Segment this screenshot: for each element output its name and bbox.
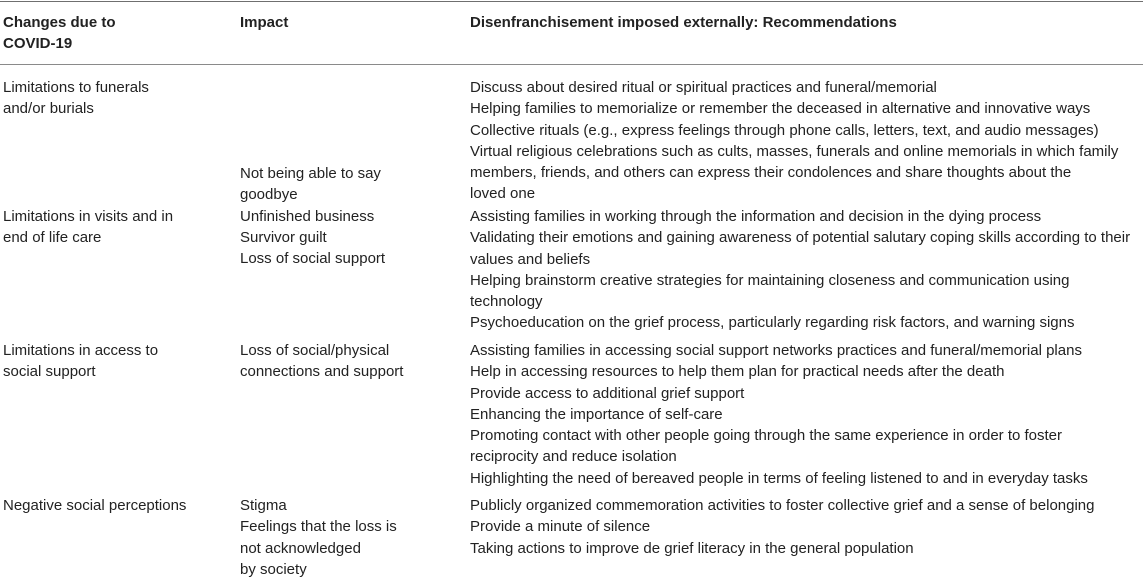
recommendation-line: technology [470,293,543,311]
impact-line: Stigma [240,497,287,514]
impact-line: Survivor guilt [240,228,327,246]
row-4-recommendations [470,495,1142,559]
header-recommendations: Disenfranchisement imposed externally: Recommendations [470,14,897,31]
table-top-rule [0,1,1143,2]
row-3-change-line: social support [3,363,96,381]
row-1-change-line: and/or burials [3,100,94,118]
recommendation-line: Enhancing the importance of self-care [470,405,723,423]
recommendation-line: Assisting families in working through the information and decision in the dying process [470,208,1042,225]
recommendation-line: members, friends, and others can express their condolences and share thoughts about the [470,164,1072,182]
row-2-change-line: Limitations in visits and in [3,208,174,225]
recommendation-line: Validating their emotions and gaining awareness of potential salutary coping skills according to their [470,229,1131,247]
impact-line: not acknowledged [240,539,361,557]
header-rule [0,64,1143,65]
recommendation-line: Helping families to memorialize or remember the deceased in alternative and innovative ways [470,100,1091,118]
row-3-change-line: Limitations in access to [3,342,159,359]
recommendation-line: Helping brainstorm creative strategies for maintaining closeness and communication using [470,271,1070,289]
impact-line: Loss of social support [240,250,386,268]
recommendation-line: Assisting families in accessing social support networks practices and funeral/memorial plans [470,342,1082,359]
recommendation-line: values and beliefs [470,250,591,268]
recommendation-line: loved one [470,185,536,203]
impact-line: Feelings that the loss is [240,518,397,536]
recommendation-line: Publicly organized commemoration activities to foster collective grief and a sense of belonging [470,497,1095,514]
impact-line: goodbye [240,186,298,204]
recommendation-line: Discuss about desired ritual or spiritual practices and funeral/memorial [470,79,937,96]
row-2-recommendations [470,206,1142,334]
row-3-impact [240,340,455,383]
row-1-recommendations [470,77,1142,205]
row-1-change [3,77,228,120]
recommendation-line: Collective rituals (e.g., express feelings through phone calls, letters, text, and audio messages) [470,121,1099,139]
impact-line: by society [240,560,307,578]
row-4-impact [240,495,455,580]
header-changes [3,12,223,54]
row-4-change-line: Negative social perceptions [3,497,187,514]
row-3-change [3,340,228,383]
recommendation-line: Psychoeducation on the grief process, particularly regarding risk factors, and warning signs [470,314,1075,332]
recommendation-line: Help in accessing resources to help them plan for practical needs after the death [470,363,1005,381]
recommendation-line: Promoting contact with other people going through the same experience in order to foster [470,427,1063,445]
row-3-recommendations [470,340,1142,489]
recommendation-line: Provide access to additional grief support [470,384,745,402]
impact-line: Not being able to say [240,165,381,182]
header-impact: Impact [240,14,289,31]
impact-line: connections and support [240,363,404,381]
header-changes-line-2: COVID-19 [3,35,73,52]
recommendation-line: Taking actions to improve de grief literacy in the general population [470,539,914,557]
impact-line: Loss of social/physical [240,342,390,359]
recommendation-line: reciprocity and reduce isolation [470,448,677,466]
row-2-change [3,206,228,249]
row-2-impact [240,163,455,269]
impact-line: Unfinished business [240,207,375,225]
header-changes-line-1: Changes due to [3,14,116,31]
row-2-change-line: end of life care [3,229,102,247]
recommendation-line: Virtual religious celebrations such as cults, masses, funerals and online memorials in which family [470,142,1119,160]
recommendation-line: Provide a minute of silence [470,518,651,536]
row-1-change-line: Limitations to funerals [3,79,149,96]
recommendation-line: Highlighting the need of bereaved people in terms of feeling listened to and in everyday tasks [470,469,1088,487]
row-4-change [3,495,228,516]
